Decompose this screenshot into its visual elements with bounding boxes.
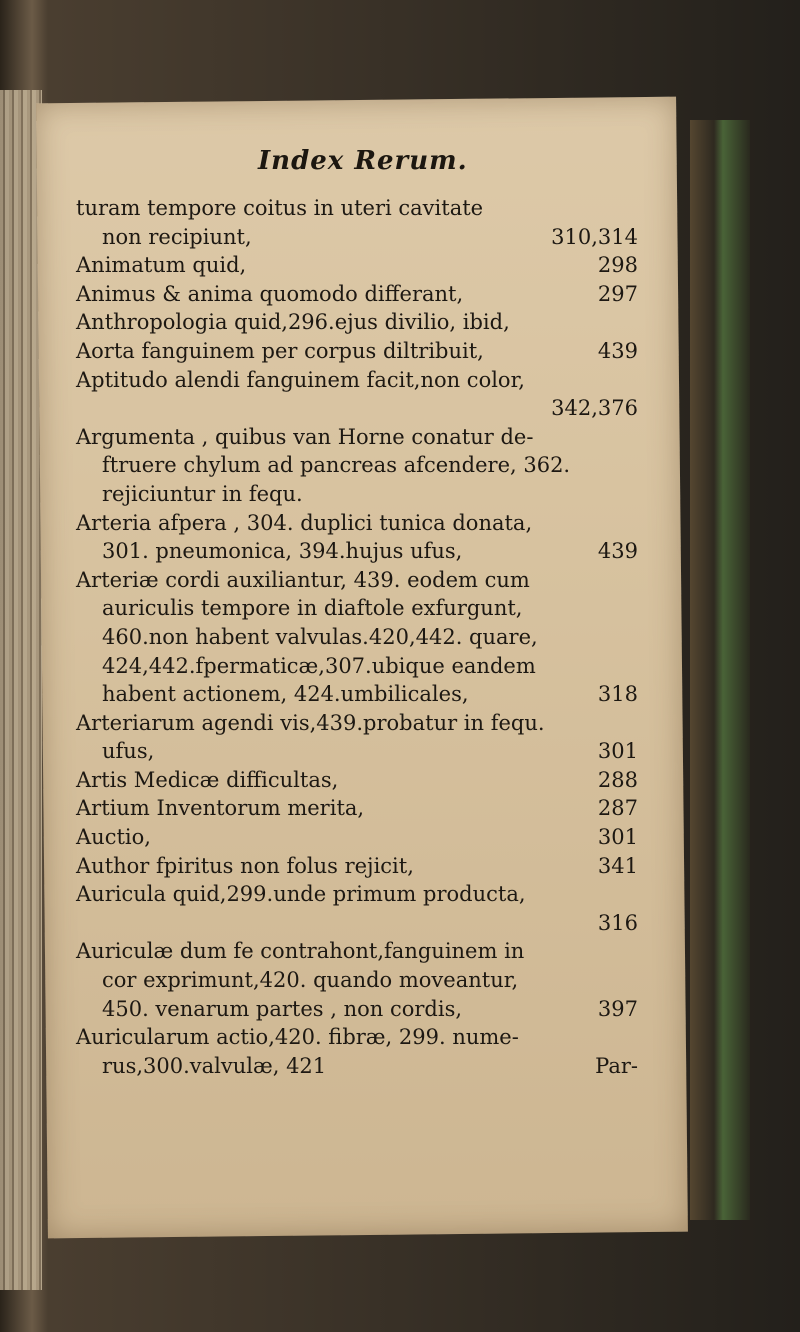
page-header: Index Rerum. <box>258 146 468 176</box>
index-entry <box>76 737 676 766</box>
page-edge <box>690 120 750 1220</box>
index-entry <box>76 880 676 909</box>
index-entry <box>76 223 676 252</box>
index-entry <box>76 794 676 823</box>
entry-page: 397 <box>597 996 638 1021</box>
index-entry <box>76 537 676 566</box>
index-entry <box>76 480 676 509</box>
entry-text: 424,442.fpermaticæ,307.ubique eandem <box>102 653 536 678</box>
index-entry <box>76 509 676 538</box>
entry-text: Auriculæ dum fe contrahont,fanguinem in <box>76 939 525 964</box>
index-entry <box>76 308 676 337</box>
entry-text: ftruere chylum ad pancreas afcendere, 362. <box>102 453 571 478</box>
index-text <box>76 194 676 1080</box>
entry-text: rus,300.valvulæ, 421 <box>102 1053 327 1078</box>
entry-text: auriculis tempore in diaftole exfurgunt, <box>102 596 523 621</box>
index-entry <box>76 652 676 681</box>
index-entry <box>76 423 676 452</box>
index-entry <box>76 909 676 938</box>
entry-text: Animatum quid, <box>76 253 247 278</box>
entry-page: 297 <box>597 281 638 306</box>
entry-page: 288 <box>597 767 638 792</box>
index-entry <box>76 852 676 881</box>
index-entry <box>76 451 676 480</box>
entry-page: 310,314 <box>551 224 638 249</box>
entry-text: Auricula quid,299.unde primum producta, <box>76 882 526 907</box>
index-entry <box>76 337 676 366</box>
index-entry <box>76 1052 676 1081</box>
entry-text: 450. venarum partes , non cordis, <box>102 996 463 1021</box>
entry-page: Par- <box>595 1053 638 1078</box>
entry-text: Auctio, <box>76 825 151 850</box>
entry-text: turam tempore coitus in uteri cavitate <box>76 196 484 220</box>
entry-text: habent actionem, 424.umbilicales, <box>102 682 469 707</box>
entry-page: 287 <box>597 796 638 821</box>
entry-text: Arteria afpera , 304. duplici tunica donata, <box>76 510 533 535</box>
entry-page: 301 <box>597 825 638 850</box>
entry-text: Aptitudo alendi fanguinem facit,non color, <box>76 367 525 392</box>
index-entry <box>76 623 676 652</box>
entry-page: 316 <box>597 910 638 935</box>
entry-text: ufus, <box>102 739 155 764</box>
entry-page: 341 <box>597 853 638 878</box>
index-entry <box>76 1023 676 1052</box>
index-entry <box>76 680 676 709</box>
index-entry <box>76 251 676 280</box>
entry-text: 460.non habent valvulas.420,442. quare, <box>102 624 538 649</box>
entry-text: Aorta fanguinem per corpus diltribuit, <box>76 338 484 363</box>
index-entry <box>76 709 676 738</box>
entry-text: Anthropologia quid,296.ejus divilio, ibid, <box>76 310 510 335</box>
index-entry <box>76 823 676 852</box>
index-entry <box>76 566 676 595</box>
entry-text: Arteriæ cordi auxiliantur, 439. eodem cum <box>76 567 530 592</box>
entry-text: Arteriarum agendi vis,439.probatur in fequ. <box>76 710 545 735</box>
index-entry <box>76 937 676 966</box>
entry-page: 298 <box>597 253 638 278</box>
book-gutter <box>0 90 42 1290</box>
index-entry <box>76 766 676 795</box>
entry-text: Artium Inventorum merita, <box>76 796 365 821</box>
index-entry <box>76 995 676 1024</box>
entry-page: 439 <box>597 539 638 564</box>
index-entry <box>76 394 676 423</box>
entry-page: 318 <box>597 682 638 707</box>
entry-page: 439 <box>597 338 638 363</box>
entry-text: Author fpiritus non folus rejicit, <box>76 853 414 878</box>
index-entry <box>76 594 676 623</box>
entry-text: Artis Medicæ difficultas, <box>76 767 339 792</box>
entry-text: 301. pneumonica, 394.hujus ufus, <box>102 539 463 564</box>
entry-text: Animus & anima quomodo differant, <box>76 281 464 306</box>
index-entry <box>76 194 676 223</box>
entry-page: 301 <box>597 739 638 764</box>
index-entry <box>76 366 676 395</box>
index-entry <box>76 280 676 309</box>
entry-text: rejiciuntur in fequ. <box>102 481 303 506</box>
entry-page: 342,376 <box>551 396 638 421</box>
index-entry <box>76 966 676 995</box>
entry-text: Auricularum actio,420. fibræ, 299. nume- <box>76 1025 519 1050</box>
entry-text: non recipiunt, <box>102 224 252 249</box>
entry-text: Argumenta , quibus van Horne conatur de- <box>76 424 534 449</box>
entry-text: cor exprimunt,420. quando moveantur, <box>102 968 519 993</box>
